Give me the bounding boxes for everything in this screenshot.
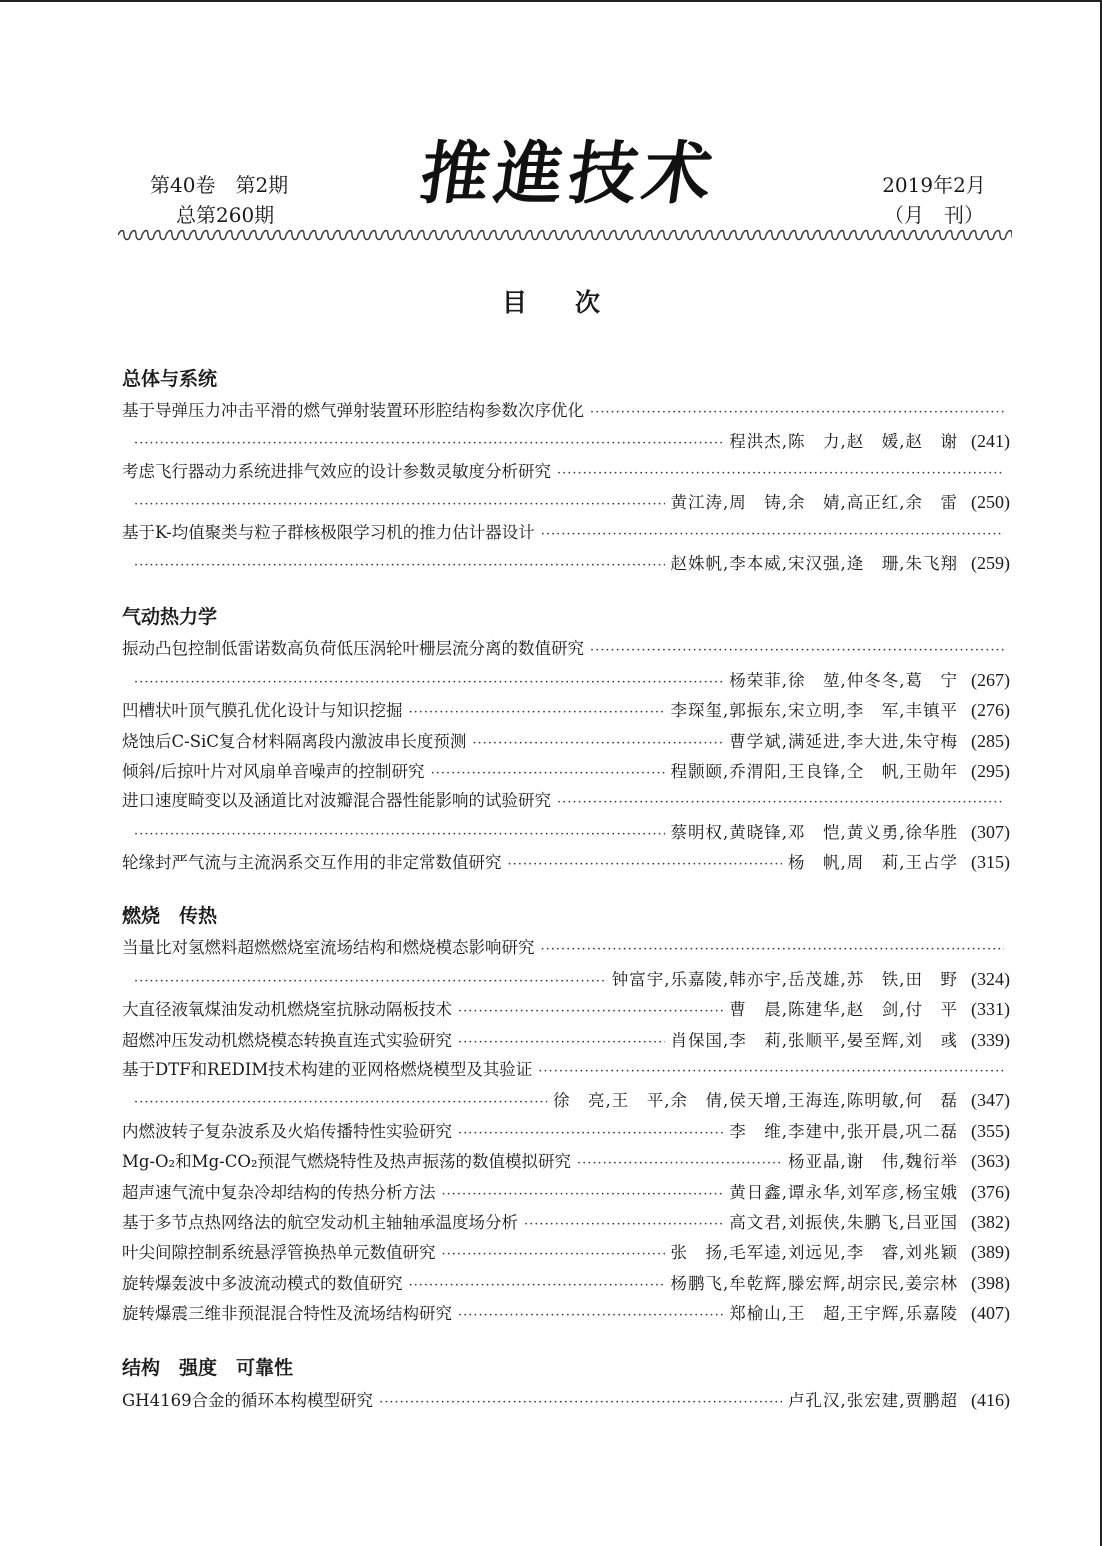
article-authors: 程颢颐,乔渭阳,王良锋,仝 帆,王勋年 [670, 761, 958, 781]
page-number: (241) [971, 431, 1010, 452]
article-title: 基于导弹压力冲击平滑的燃气弹射装置环形腔结构参数次序优化 [122, 401, 584, 420]
article-title: 振动凸包控制低雷诺数高负荷低压涡轮叶栅层流分离的数值研究 [122, 639, 584, 659]
page-number: (276) [971, 700, 1010, 721]
article-authors: 钟富宇,乐嘉陵,韩亦宇,岳茂雄,苏 铁,田 野 [611, 969, 958, 989]
article-title: 超声速气流中复杂冷却结构的传热分析方法 [122, 1182, 436, 1202]
toc-entry[interactable] [122, 1268, 1010, 1298]
toc-heading-char: 目 [501, 288, 527, 317]
page-number: (259) [971, 552, 1010, 573]
toc-entry[interactable] [122, 847, 1010, 877]
leader-dots [442, 1240, 665, 1270]
toc-entry-continuation [122, 817, 1010, 847]
leader-dots [442, 1180, 724, 1210]
toc-entry-continuation [122, 426, 1010, 456]
page-number: (416) [971, 1389, 1010, 1410]
leader-dots [458, 1301, 723, 1331]
article-authors: 李琛玺,郭振东,宋立明,李 军,丰镇平 [670, 701, 958, 721]
date-info [878, 170, 990, 230]
decorative-wave-rule [118, 228, 1012, 242]
page-number: (315) [971, 852, 1010, 873]
toc-entry[interactable] [122, 1146, 1010, 1176]
section-title: 气动热力学 [122, 606, 218, 629]
page-number: (376) [971, 1181, 1010, 1202]
article-title: 倾斜/后掠叶片对风扇单音噪声的控制研究 [122, 761, 425, 781]
leader-dots [472, 729, 723, 759]
toc-section [122, 600, 1010, 877]
page-number: (407) [971, 1303, 1010, 1324]
article-title: 旋转爆轰波中多波流动模式的数值研究 [122, 1273, 403, 1293]
article-authors: 杨亚晶,谢 伟,魏衍举 [788, 1152, 958, 1172]
leader-dots [508, 850, 783, 880]
page-number: (250) [971, 492, 1010, 513]
page-number: (307) [971, 821, 1010, 842]
section-title: 总体与系统 [122, 368, 218, 390]
leader-dots [431, 759, 665, 789]
leader-dots [458, 1028, 665, 1058]
article-authors: 李 维,李建中,张开晨,巩二磊 [729, 1121, 958, 1141]
article-authors: 高文君,刘振侠,朱鹏飞,吕亚国 [729, 1212, 958, 1232]
toc-entry-continuation [122, 487, 1010, 517]
article-authors: 杨鹏飞,牟乾辉,滕宏辉,胡宗民,姜宗林 [670, 1273, 958, 1293]
toc-section [122, 1351, 1010, 1415]
article-title: 轮缘封严气流与主流涡系交互作用的非定常数值研究 [122, 853, 502, 873]
page-number: (331) [971, 999, 1010, 1020]
page-number: (347) [971, 1090, 1010, 1111]
leader-dots [557, 459, 1004, 489]
section-title: 结构 强度 可靠性 [122, 1356, 294, 1379]
article-authors: 曹 晨,陈建华,赵 剑,付 平 [729, 1000, 958, 1020]
leader-dots [134, 820, 665, 850]
masthead [0, 0, 1102, 250]
toc-entry-continuation [122, 964, 1010, 994]
toc-entry[interactable] [122, 1055, 1010, 1085]
leader-dots [134, 490, 665, 520]
leader-dots [590, 636, 1004, 666]
toc-entry[interactable] [122, 726, 1010, 756]
toc-heading [0, 283, 1102, 319]
toc-entry[interactable] [122, 518, 1010, 548]
toc-entry[interactable] [122, 1237, 1010, 1267]
article-title: Mg-O₂和Mg-CO₂预混气燃烧特性及热声振荡的数值模拟研究 [122, 1152, 571, 1172]
page-number: (398) [971, 1272, 1010, 1293]
article-title: 烧蚀后C-SiC复合材料隔离段内激波串长度预测 [122, 731, 467, 751]
article-title: 基于DTF和REDIM技术构建的亚网格燃烧模型及其验证 [122, 1060, 533, 1080]
toc-entry[interactable] [122, 1025, 1010, 1055]
toc-heading-char: 次 [575, 288, 601, 317]
leader-dots [538, 1057, 1004, 1087]
toc-entry[interactable] [122, 396, 1010, 426]
article-title: 旋转爆震三维非预混混合特性及流场结构研究 [122, 1304, 452, 1324]
toc-entry[interactable] [122, 634, 1010, 664]
page-number: (339) [971, 1029, 1010, 1050]
leader-dots [590, 398, 1004, 428]
article-title: 考虑飞行器动力系统进排气效应的设计参数灵敏度分析研究 [122, 461, 551, 481]
article-title: 基于K-均值聚类与粒子群核极限学习机的推力估计器设计 [122, 522, 535, 542]
leader-dots [524, 1210, 723, 1240]
toc-entry[interactable] [122, 756, 1010, 786]
total-issue: 总第260期 [176, 203, 275, 227]
leader-dots [409, 1271, 665, 1301]
article-title: 超燃冲压发动机燃烧模态转换直连式实验研究 [122, 1030, 452, 1050]
leader-dots [458, 997, 723, 1027]
page-number: (295) [971, 760, 1010, 781]
article-authors: 黄日鑫,谭永华,刘军彦,杨宝娥 [729, 1182, 958, 1202]
article-authors: 赵姝帆,李本威,宋汉强,逄 珊,朱飞翔 [670, 553, 958, 573]
page-number: (355) [971, 1120, 1010, 1141]
article-authors: 杨荣菲,徐 堃,仲冬冬,葛 宁 [729, 670, 958, 690]
article-title: 凹槽状叶顶气膜孔优化设计与知识挖掘 [122, 701, 403, 721]
journal-title: 推進技术 [415, 134, 723, 214]
toc-entry[interactable] [122, 695, 1010, 725]
table-of-contents [122, 362, 1010, 1437]
article-authors: 程洪杰,陈 力,赵 媛,赵 谢 [729, 432, 958, 452]
toc-entry[interactable] [122, 1298, 1010, 1328]
page-number: (382) [971, 1211, 1010, 1232]
article-authors: 肖保国,李 莉,张顺平,晏至辉,刘 彧 [670, 1030, 958, 1050]
toc-entry[interactable] [122, 1207, 1010, 1237]
toc-entry[interactable] [122, 1385, 1010, 1415]
toc-section [122, 362, 1010, 578]
leader-dots [379, 1388, 782, 1418]
leader-dots [134, 1088, 547, 1118]
article-title: 大直径液氧煤油发动机燃烧室抗脉动隔板技术 [122, 1000, 452, 1020]
page-number: (389) [971, 1242, 1010, 1263]
leader-dots [134, 668, 723, 698]
article-title: 叶尖间隙控制系统悬浮管换热单元数值研究 [122, 1243, 436, 1263]
toc-entry[interactable] [122, 1177, 1010, 1207]
issue-date: 2019年2月 [882, 173, 986, 197]
toc-entry-continuation [122, 548, 1010, 578]
toc-entry[interactable] [122, 786, 1010, 816]
article-title: 内燃波转子复杂波系及火焰传播特性实验研究 [122, 1121, 452, 1141]
article-authors: 卢孔汉,张宏建,贾鹏超 [788, 1390, 958, 1410]
article-title: 当量比对氢燃料超燃燃烧室流场结构和燃烧模态影响研究 [122, 938, 535, 958]
article-title: GH4169合金的循环本构模型研究 [122, 1390, 374, 1410]
toc-entry[interactable] [122, 994, 1010, 1024]
toc-entry[interactable] [122, 1116, 1010, 1146]
toc-entry-continuation [122, 665, 1010, 695]
toc-entry[interactable] [122, 457, 1010, 487]
section-title: 燃烧 传热 [122, 905, 218, 928]
volume-issue: 第40卷 第2期 [150, 173, 289, 197]
leader-dots [134, 429, 723, 459]
leader-dots [409, 698, 665, 728]
leader-dots [134, 551, 665, 581]
article-authors: 蔡明权,黄晓锋,邓 恺,黄义勇,徐华胜 [670, 822, 958, 842]
leader-dots [458, 1119, 723, 1149]
leader-dots [134, 967, 606, 997]
leader-dots [557, 788, 1004, 818]
article-authors: 杨 帆,周 莉,王占学 [788, 853, 958, 873]
issue-info [150, 170, 288, 230]
page-number: (324) [971, 968, 1010, 989]
article-authors: 郑榆山,王 超,王宇辉,乐嘉陵 [729, 1304, 958, 1324]
article-authors: 徐 亮,王 平,余 倩,侯天增,王海连,陈明敏,何 磊 [553, 1091, 958, 1111]
toc-section [122, 899, 1010, 1328]
page-number: (363) [971, 1151, 1010, 1172]
toc-entry[interactable] [122, 933, 1010, 963]
leader-dots [541, 520, 1004, 550]
article-title: 基于多节点热网络法的航空发动机主轴轴承温度场分析 [122, 1212, 518, 1232]
article-authors: 曹学斌,满延进,李大进,朱守梅 [729, 731, 958, 751]
leader-dots [577, 1149, 782, 1179]
article-authors: 黄江涛,周 铸,余 婧,高正红,余 雷 [670, 493, 958, 513]
publication-frequency: （月 刊） [884, 203, 984, 227]
page-number: (267) [971, 669, 1010, 690]
toc-entry-continuation [122, 1085, 1010, 1115]
article-authors: 张 扬,毛军逵,刘远见,李 睿,刘兆颖 [670, 1243, 958, 1263]
leader-dots [541, 935, 1005, 965]
article-title: 进口速度畸变以及涵道比对波瓣混合器性能影响的试验研究 [122, 791, 551, 811]
page-number: (285) [971, 730, 1010, 751]
